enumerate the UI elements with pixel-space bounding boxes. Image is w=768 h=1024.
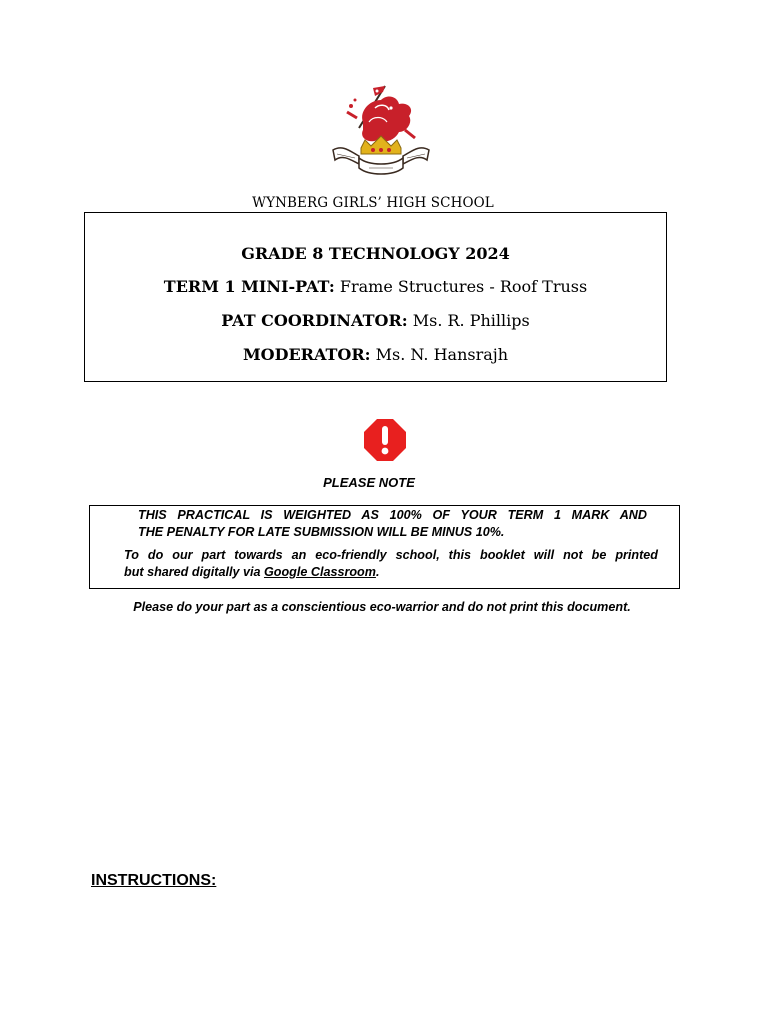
school-crest-icon [329,82,433,188]
eco-warrior-note: Please do your part as a conscientious eco-warrior and do not print this document. [133,600,631,614]
document-title: GRADE 8 TECHNOLOGY 2024 [241,244,510,263]
google-classroom-link[interactable]: Google Classroom [263,565,376,579]
notice-box [89,505,680,589]
eco-notice-line2: but shared digitally via Google Classroom. [124,565,380,579]
please-note-heading: PLEASE NOTE [323,475,415,490]
title-box [84,212,667,382]
weighting-notice-line2: THE PENALTY FOR LATE SUBMISSION WILL BE MINUS 10%. [138,525,505,539]
exclamation-icon [363,418,407,462]
instructions-heading: INSTRUCTIONS: [91,872,217,889]
term-line: TERM 1 MINI-PAT: Frame Structures - Roof Truss [163,277,588,296]
moderator-line: MODERATOR: Ms. N. Hansrajh [242,345,509,364]
school-name: WYNBERG GIRLS’ HIGH SCHOOL [252,195,494,211]
eco-notice-line1: To do our part towards an eco-friendly school, this booklet will not be printed [124,548,658,562]
coordinator-line: PAT COORDINATOR: Ms. R. Phillips [221,311,530,330]
weighting-notice-line1: THIS PRACTICAL IS WEIGHTED AS 100% OF YOUR TERM 1 MARK AND [138,508,647,522]
